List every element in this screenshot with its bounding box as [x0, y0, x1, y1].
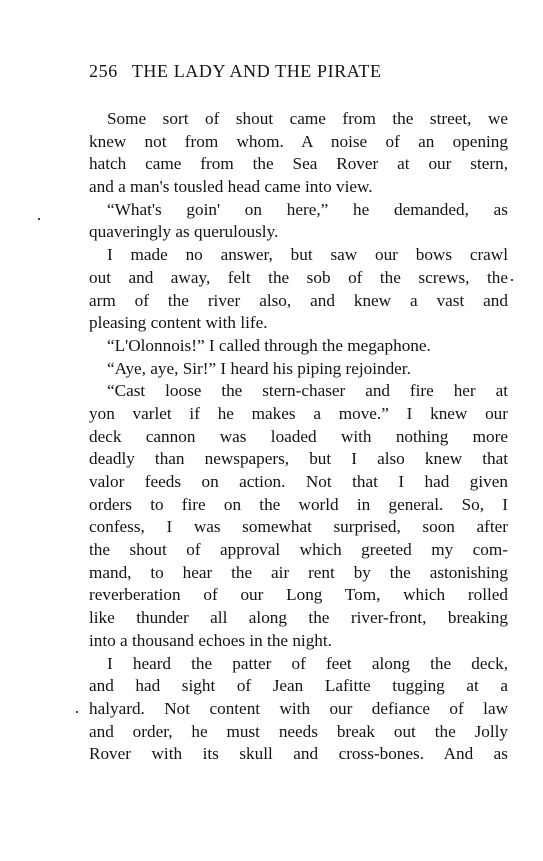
text-line: “Cast loose the stern-chaser and fire her at — [107, 381, 508, 401]
text-line: pleasing content with life. — [89, 313, 268, 333]
body-text — [89, 108, 508, 766]
text-line: reverberation of our Long Tom, which rolled — [89, 585, 508, 605]
text-line: orders to fire on the world in general. So, I — [89, 494, 508, 514]
text-line: Some sort of shout came from the street, we — [107, 109, 508, 128]
text-line: halyard. Not content with our defiance of law — [89, 698, 508, 718]
running-header — [89, 61, 509, 82]
text-line: valor feeds on action. Not that I had given — [89, 472, 508, 491]
running-title: THE LADY AND THE PIRATE — [131, 61, 382, 81]
text-line: mand, to hear the air rent by the astonishing — [89, 562, 508, 582]
text-line: out and away, felt the sob of the screws, the — [89, 267, 508, 287]
print-speck — [76, 711, 78, 713]
text-line: like thunder all along the river-front, breaking — [89, 608, 508, 628]
text-line: and a man's tousled head came into view. — [89, 177, 373, 197]
text-line: “L'Olonnois!” I called through the megaphone. — [107, 335, 431, 355]
text-line: and order, he must needs break out the Jolly — [89, 721, 508, 741]
text-line: I heard the patter of feet along the deck, — [107, 653, 508, 673]
text-line: arm of the river also, and knew a vast and — [89, 290, 508, 310]
text-line: the shout of approval which greeted my com- — [89, 540, 508, 560]
text-line: Rover with its skull and cross-bones. And as — [89, 744, 508, 764]
text-line: I made no answer, but saw our bows crawl — [107, 245, 508, 265]
text-line: confess, I was somewhat surprised, soon after — [89, 517, 508, 537]
text-line: deadly than newspapers, but I also knew that — [89, 449, 508, 469]
text-line: yon varlet if he makes a move.” I knew our — [89, 403, 508, 423]
text-line: hatch came from the Sea Rover at our stern, — [89, 154, 508, 174]
text-line: deck cannon was loaded with nothing more — [89, 426, 508, 446]
text-line: quaveringly as querulously. — [89, 222, 279, 242]
print-speck — [511, 279, 513, 281]
text-line: knew not from whom. A noise of an opening — [89, 131, 508, 151]
text-line: “Aye, aye, Sir!” I heard his piping rejoinder. — [107, 358, 411, 378]
text-line: “What's goin' on here,” he demanded, as — [107, 199, 508, 219]
print-speck — [38, 218, 40, 220]
page-number: 256 — [89, 61, 118, 81]
text-line: and had sight of Jean Lafitte tugging at a — [89, 676, 508, 696]
text-line: into a thousand echoes in the night. — [89, 630, 332, 650]
